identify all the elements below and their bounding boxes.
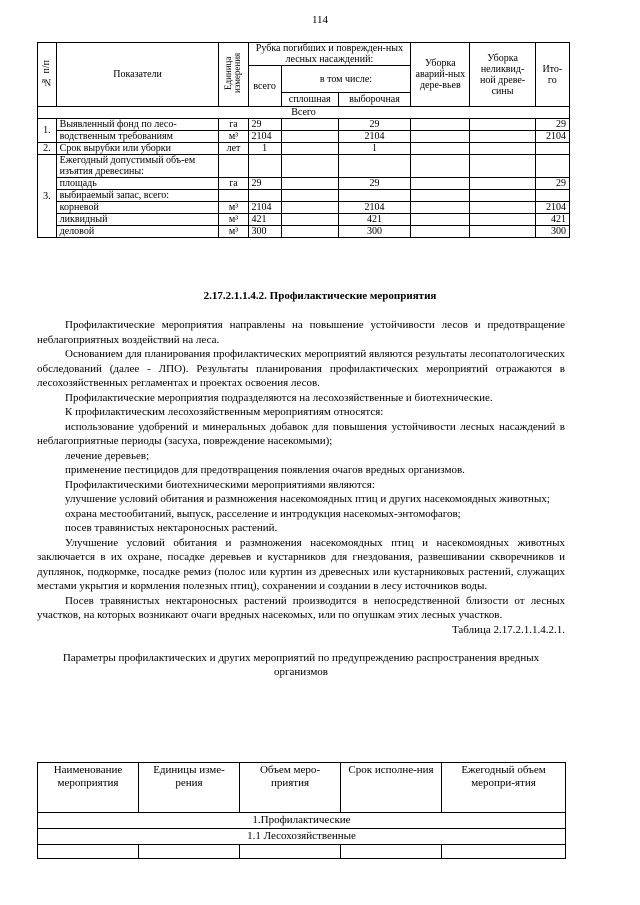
paragraph: улучшение условий обитания и размножения насекомоядных птиц и других насекомоядных животных; — [65, 493, 550, 505]
header-unit: Единица измерения — [219, 43, 248, 107]
header-clear: сплошная — [281, 93, 338, 107]
measures-table — [37, 762, 566, 859]
subgroup-row: 1.1 Лесохозяйственные — [38, 829, 566, 845]
table-title: Параметры профилактических и других мероприятий по предупреждению распространения вредных организмов — [62, 652, 540, 678]
table-row: 1. Выявленный фонд по лесо- га 29 29 29 — [38, 119, 570, 131]
section-heading: 2.17.2.1.1.4.2. Профилактические мероприятия — [203, 290, 437, 302]
paragraph: посев травянистых нектароносных растений. — [65, 522, 278, 534]
table-row: выбираемый запас, всего: — [38, 190, 570, 202]
table-row: водственным требованиям м³ 2104 2104 2104 — [38, 131, 570, 143]
paragraph: охрана местообитаний, выпуск, расселение и интродукция насекомых-энтомофагов; — [65, 507, 461, 520]
table-row: 3. Ежегодный допустимый объ-ем изъятия древесины: — [38, 155, 570, 178]
table-row — [38, 845, 566, 859]
header-nonliquid: Уборка неликвид-ной древе-сины — [470, 43, 535, 107]
header-volume: Объем меро-приятия — [240, 763, 341, 813]
paragraph: лечение деревьев; — [65, 449, 150, 462]
header-indicators: Показатели — [56, 43, 219, 107]
paragraph: использование удобрений и минеральных добавок для повышения устойчивости лесных насаждений в неблагоприятные периоды (засуха, повреждение насекомыми); — [37, 420, 565, 447]
paragraph: Профилактические мероприятия подразделяются на лесохозяйственные и биотехнические. — [65, 391, 493, 404]
header-including: в том числе: — [281, 66, 411, 93]
header-units: Единицы изме-рения — [139, 763, 240, 813]
header-emergency: Уборка аварий-ных дере-вьев — [411, 43, 470, 107]
header-num: № п/п — [38, 43, 57, 107]
header-term: Срок исполне-ния — [341, 763, 442, 813]
paragraph: Улучшение условий обитания и размножения насекомоядных птиц и насекомоядных животных заключается в их охране, посадке деревьев и кустарников для гнездования, развешивании скворечников и дуплянок, подкормке, посадке ремиз (полос или куртин из древесных или кустарниковых растений, служащих местами укрытия и кормления полезных птиц), сохранении и создании в лесу источников воды. — [37, 536, 565, 592]
felling-table — [37, 42, 570, 238]
table-reference: Таблица 2.17.2.1.1.4.2.1. — [451, 623, 565, 636]
header-sum: Ито-го — [535, 43, 569, 107]
paragraph: К профилактическим лесохозяйственным мероприятиям относятся: — [65, 406, 384, 418]
group-row: 1.Профилактические — [38, 813, 566, 829]
paragraph: Основанием для планирования профилактических мероприятий являются результаты лесопатологических обследований (далее - ЛПО). Результаты планирования профилактических мероприятий отражаются в лесохозяйственных регламентах и проектах освоения лесов. — [37, 348, 565, 389]
table-row: деловой м³ 300 300 300 — [38, 226, 570, 238]
header-measure-name: Наименование мероприятия — [38, 763, 139, 813]
body-text — [37, 318, 565, 679]
header-annual-volume: Ежегодный объем меропри-ятия — [442, 763, 566, 813]
paragraph: применение пестицидов для предотвращения появления очагов вредных организмов. — [65, 464, 465, 476]
paragraph: Профилактические мероприятия направлены на повышение устойчивости лесов и предотвращение неблагоприятных воздействий на леса. — [37, 319, 565, 346]
section-row: Всего — [38, 107, 570, 119]
paragraph: Профилактическими биотехническими мероприятиями являются: — [65, 478, 375, 491]
table-row: ликвидный м³ 421 421 421 — [38, 214, 570, 226]
header-selective: выборочная — [338, 93, 411, 107]
header-total: всего — [248, 66, 281, 107]
header-felling: Рубка погибших и поврежден-ных лесных насаждений: — [248, 43, 411, 66]
table-row: 2. Срок вырубки или уборки лет 1 1 — [38, 143, 570, 155]
paragraph: Посев травянистых нектароносных растений производится в непосредственной близости от лесных участков, на которых возникают очаги вредных насекомых, или по опушкам этих лесных участков. — [37, 594, 565, 621]
table-row: корневой м³ 2104 2104 2104 — [38, 202, 570, 214]
page-number: 114 — [311, 14, 329, 26]
table-row: площадь га 29 29 29 — [38, 178, 570, 190]
